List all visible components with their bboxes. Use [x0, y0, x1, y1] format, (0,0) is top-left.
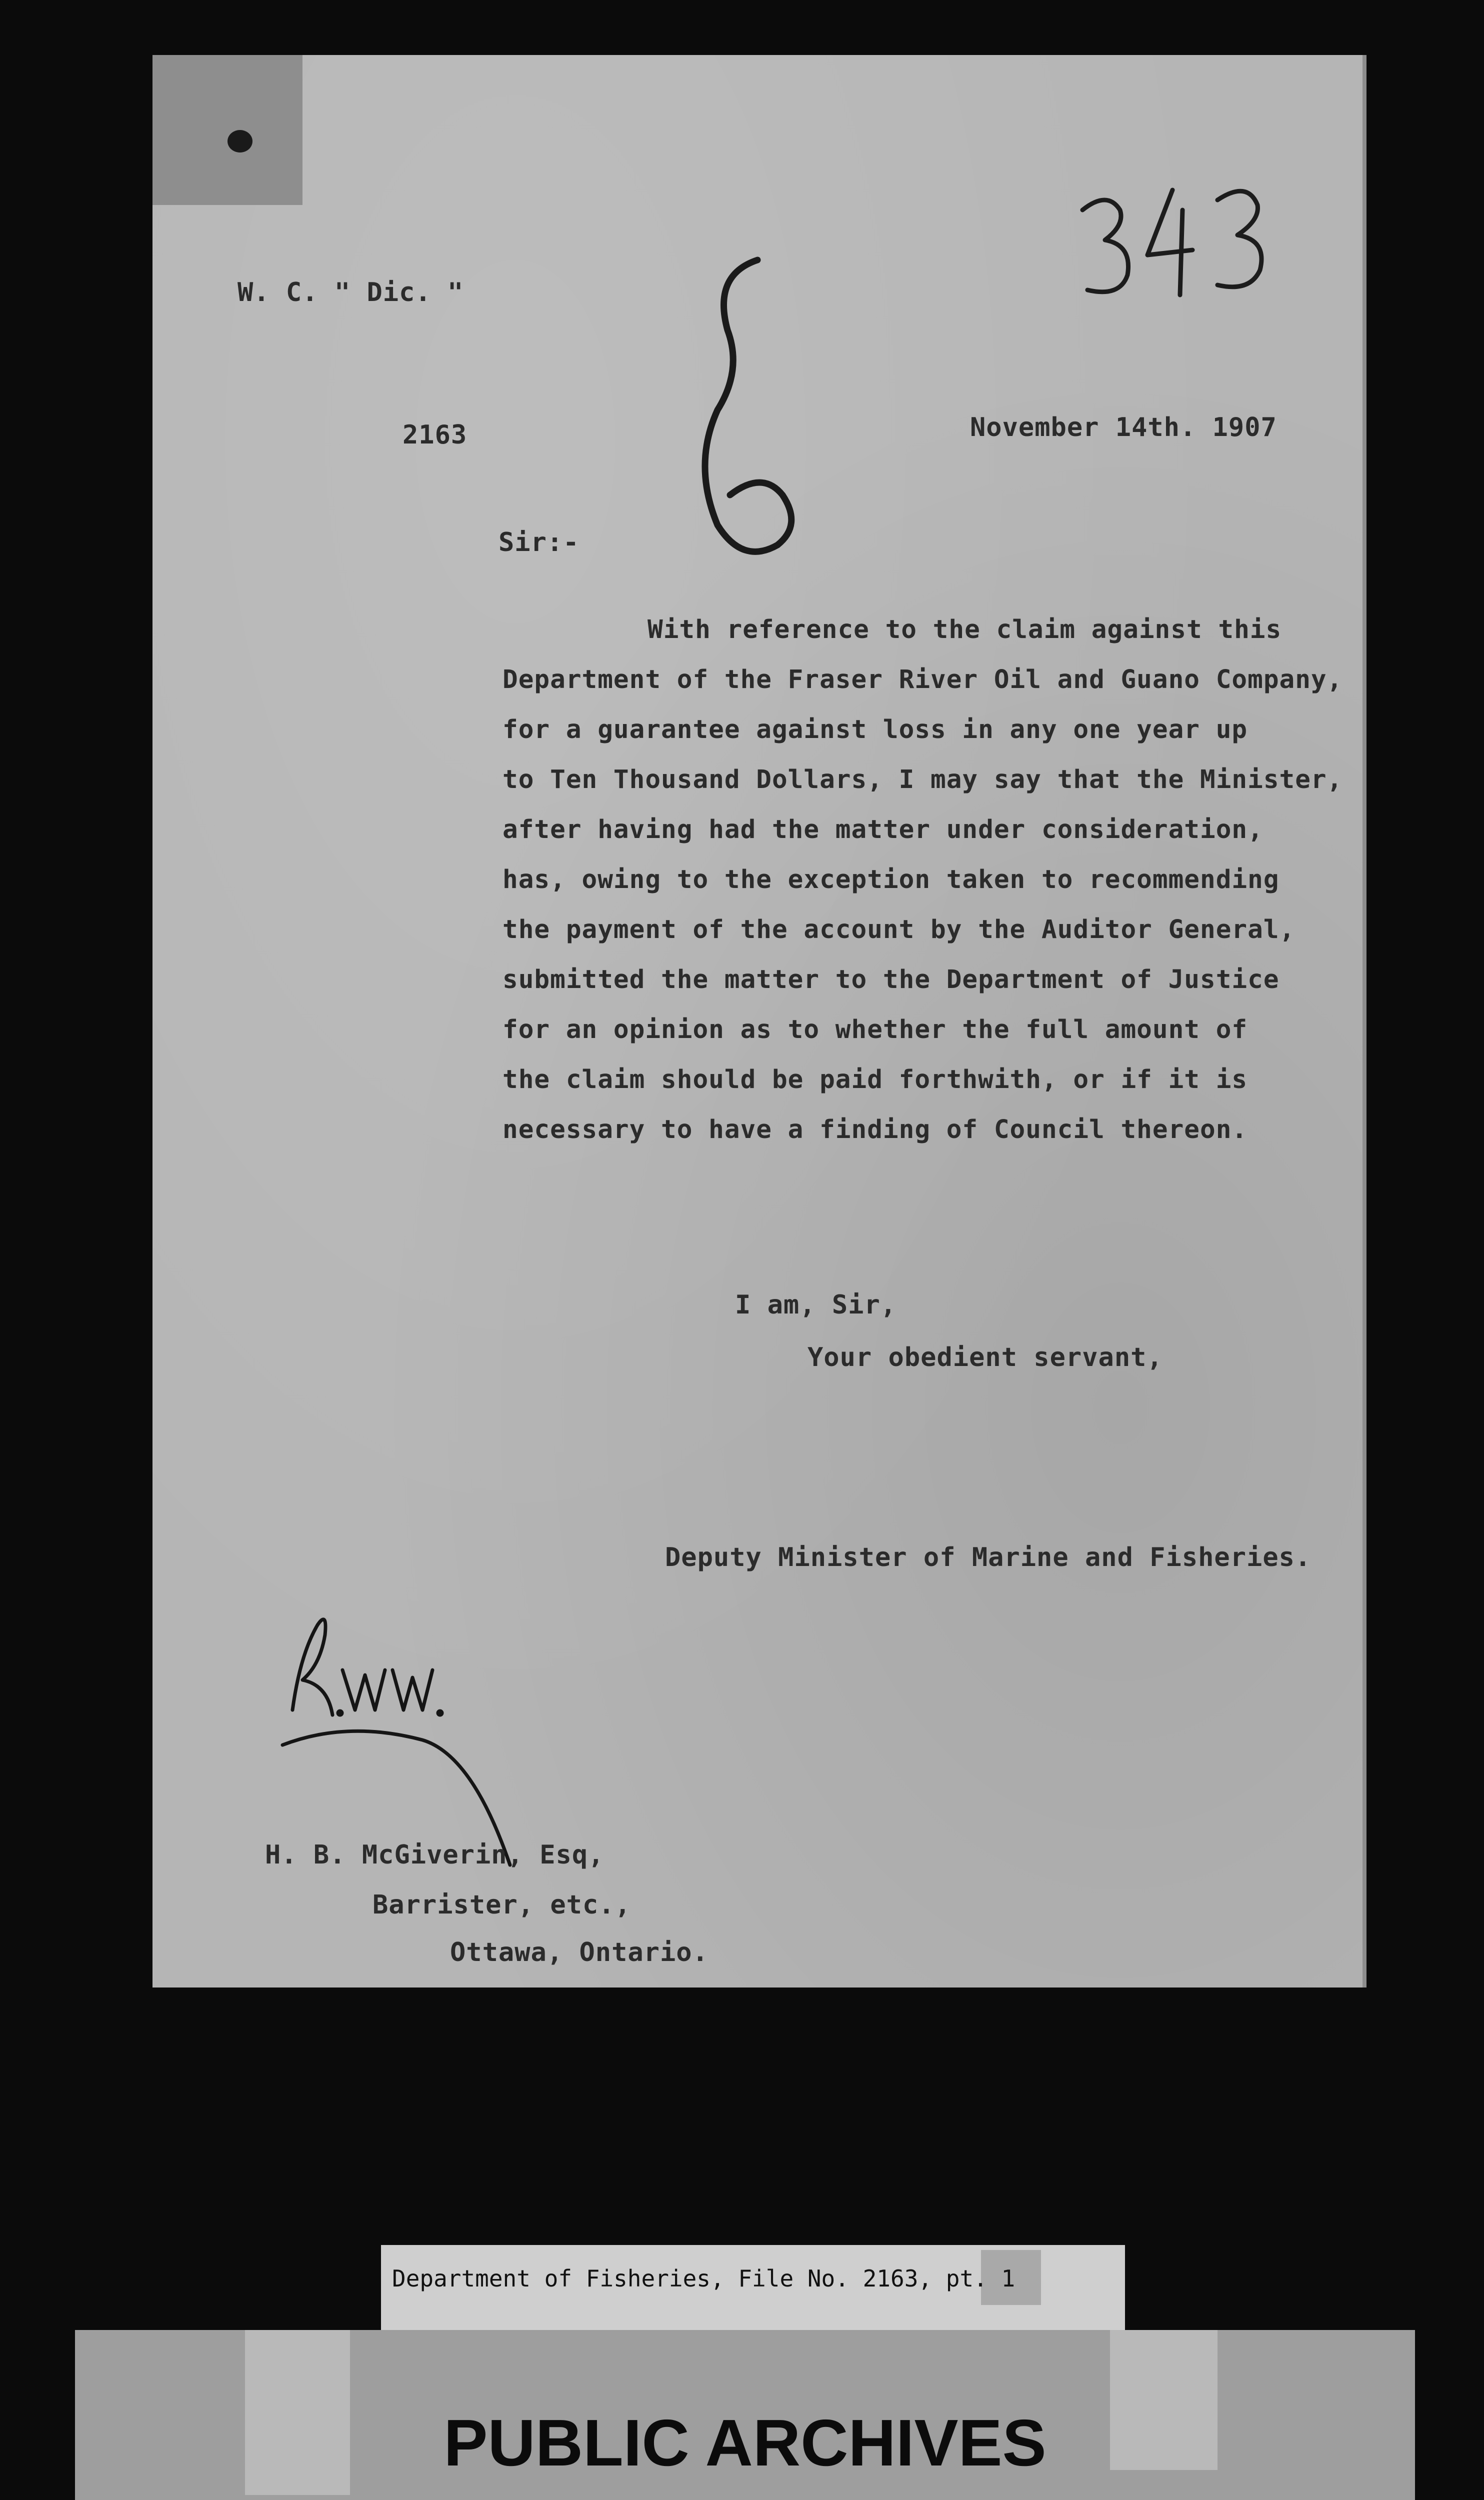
stamp-line-1: PUBLIC ARCHIVES [444, 2406, 1046, 2480]
body-line: has, owing to the exception taken to recommending [502, 865, 1280, 894]
body-line: the claim should be paid forthwith, or if it is [502, 1065, 1248, 1094]
body-line: the payment of the account by the Auditor General, [502, 915, 1296, 944]
margin-mark-handwritten [682, 245, 812, 575]
corner-patch [152, 55, 302, 205]
body-line: submitted the matter to the Department of Justice [502, 965, 1280, 994]
punch-hole [228, 130, 252, 152]
addressee-role: Barrister, etc., [372, 1890, 631, 1920]
body-line: after having had the matter under consideration, [502, 815, 1264, 844]
body-line: for a guarantee against loss in any one year up [502, 715, 1248, 744]
body-line: necessary to have a finding of Council thereon. [502, 1115, 1248, 1144]
file-label-text: Department of Fisheries, File No. 2163, pt. 1 [392, 2265, 1016, 2292]
letter-page [152, 55, 1362, 1988]
file-number: 2163 [402, 420, 468, 450]
initials-handwritten [272, 1595, 532, 1875]
file-label [381, 2245, 1125, 2330]
addressee-city: Ottawa, Ontario. [450, 1938, 708, 1968]
body-line: for an opinion as to whether the full amount of [502, 1015, 1248, 1044]
closing-line: Your obedient servant, [808, 1342, 1163, 1372]
salutation: Sir:- [498, 528, 580, 558]
page-number-handwritten [1072, 170, 1282, 320]
closing-line: I am, Sir, [735, 1290, 897, 1320]
body-line: Department of the Fraser River Oil and Guano Company, [502, 665, 1343, 694]
body-line: With reference to the claim against this [648, 615, 1282, 644]
archive-stamp [75, 2330, 1415, 2500]
letter-reference: W. C. " Dic. " [238, 278, 464, 308]
addressee-name: H. B. McGiverin, Esq, [265, 1840, 604, 1870]
signature-title: Deputy Minister of Marine and Fisheries. [665, 1542, 1312, 1572]
body-line: to Ten Thousand Dollars, I may say that the Minister, [502, 765, 1343, 794]
letter-date: November 14th. 1907 [970, 412, 1277, 442]
